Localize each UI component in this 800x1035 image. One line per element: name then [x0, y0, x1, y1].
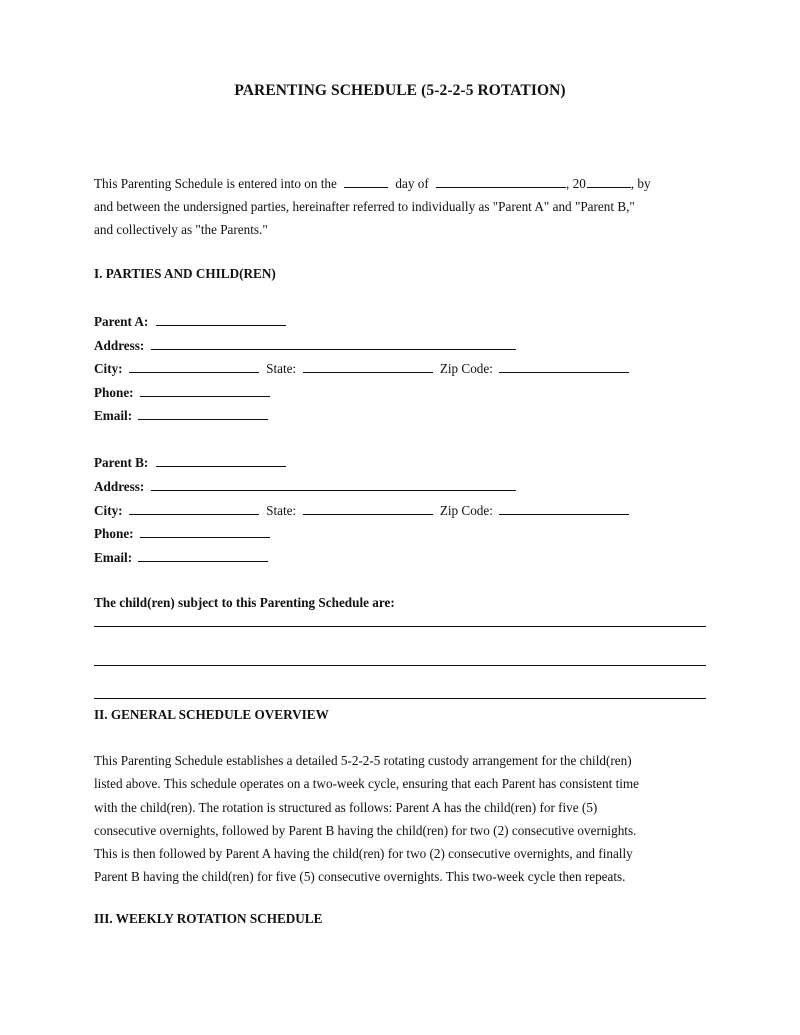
parent-b-email-field[interactable]: [138, 549, 268, 562]
overview-line: This is then followed by Parent A having the child(ren) for two (2) consecutive overnights, and finally: [94, 846, 633, 862]
section-2-heading: II. GENERAL SCHEDULE OVERVIEW: [94, 707, 329, 722]
parent-b-phone-label: Phone:: [94, 526, 134, 541]
parent-b-city-row: [94, 502, 629, 520]
date-month-field[interactable]: [436, 174, 566, 188]
parent-a-phone-field[interactable]: [140, 384, 270, 397]
intro-line-3: and collectively as "the Parents.": [94, 222, 268, 238]
parent-b-email-label: Email:: [94, 550, 133, 565]
intro-text-3: , 20: [566, 176, 586, 191]
date-day-field[interactable]: [344, 174, 388, 188]
overview-line: Parent B having the child(ren) for five (5) consecutive overnights. This two-week cycle then repeats.: [94, 869, 626, 885]
parent-a-address-label: Address:: [94, 338, 145, 353]
intro-text-2: day of: [395, 176, 429, 191]
parent-a-phone-row: [94, 384, 270, 402]
parent-a-state-label: State:: [266, 361, 297, 376]
parent-b-city-label: City:: [94, 503, 123, 518]
overview-paragraph: [94, 749, 734, 889]
parent-b-address-row: [94, 478, 516, 496]
parent-a-row: [94, 313, 286, 331]
parent-a-email-row: [94, 407, 268, 425]
intro-paragraph: [94, 172, 714, 242]
parent-a-zip-label: Zip Code:: [439, 361, 493, 376]
parent-a-city-field[interactable]: [129, 360, 259, 373]
children-line-2[interactable]: [94, 665, 706, 666]
overview-line: This Parenting Schedule establishes a detailed 5-2-2-5 rotating custody arrangement for the child(ren): [94, 753, 632, 768]
children-line-3[interactable]: [94, 698, 706, 699]
intro-line-2: and between the undersigned parties, hereinafter referred to individually as "Parent A" and "Parent B,": [94, 199, 635, 215]
parent-a-zip-field[interactable]: [499, 360, 629, 373]
children-label: The child(ren) subject to this Parenting Schedule are:: [94, 595, 395, 610]
parent-b-phone-field[interactable]: [140, 525, 270, 538]
document-title: PARENTING SCHEDULE (5-2-2-5 ROTATION): [234, 82, 566, 99]
parent-b-email-row: [94, 549, 268, 567]
parent-b-zip-field[interactable]: [499, 502, 629, 515]
intro-text-1: This Parenting Schedule is entered into on the: [94, 176, 337, 191]
parent-b-state-field[interactable]: [303, 502, 433, 515]
parent-a-city-label: City:: [94, 361, 123, 376]
overview-line: listed above. This schedule operates on a two-week cycle, ensuring that each Parent has consistent time: [94, 776, 640, 792]
parent-b-label: Parent B:: [94, 455, 149, 470]
parent-b-state-label: State:: [266, 503, 297, 518]
intro-line-1: [94, 172, 714, 195]
parent-b-field[interactable]: [156, 454, 286, 467]
parent-a-state-field[interactable]: [303, 360, 433, 373]
parent-a-field[interactable]: [156, 313, 286, 326]
parent-b-phone-row: [94, 525, 270, 543]
parent-b-address-label: Address:: [94, 479, 145, 494]
parent-b-city-field[interactable]: [129, 502, 259, 515]
parent-a-address-row: [94, 337, 516, 355]
overview-line: with the child(ren). The rotation is structured as follows: Parent A has the child(ren) for five (5): [94, 799, 598, 815]
parent-a-address-field[interactable]: [151, 337, 516, 350]
parent-a-phone-label: Phone:: [94, 385, 134, 400]
parent-a-city-row: [94, 360, 629, 378]
parent-a-label: Parent A:: [94, 314, 149, 329]
intro-text-4: , by: [630, 176, 651, 191]
parent-a-email-label: Email:: [94, 408, 133, 423]
children-line-1[interactable]: [94, 626, 706, 627]
section-1-heading: I. PARTIES AND CHILD(REN): [94, 266, 276, 281]
date-year-field[interactable]: [587, 174, 631, 188]
overview-line: consecutive overnights, followed by Parent B having the child(ren) for two (2) consecutive overnights.: [94, 822, 637, 838]
parent-b-row: [94, 454, 286, 472]
section-3-heading: III. WEEKLY ROTATION SCHEDULE: [94, 911, 323, 926]
parent-b-zip-label: Zip Code:: [439, 503, 493, 518]
parent-b-address-field[interactable]: [151, 478, 516, 491]
parent-a-email-field[interactable]: [138, 407, 268, 420]
